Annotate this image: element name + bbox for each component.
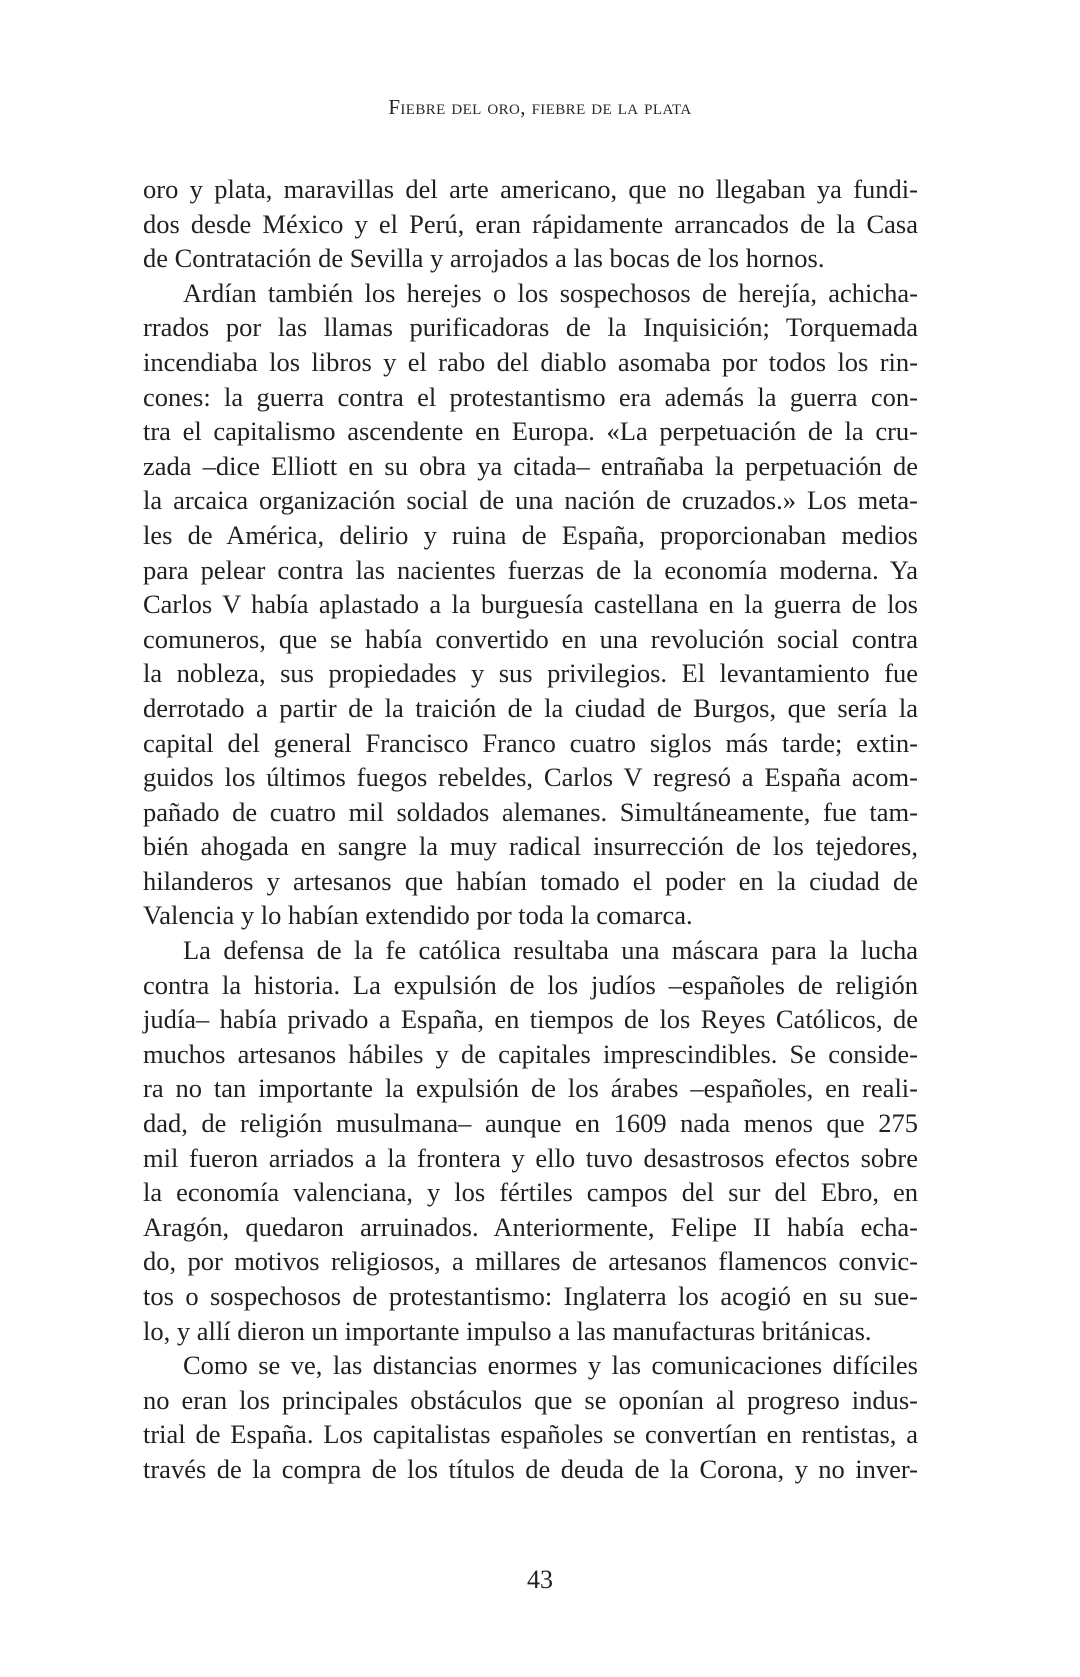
text-line: zada –dice Elliott en su obra ya citada– entrañaba la perpetuación de: [143, 450, 918, 481]
text-line: contra la historia. La expulsión de los judíos –españoles de religión: [143, 969, 918, 1000]
text-line: oro y plata, maravillas del arte americano, que no llegaban ya fundi-: [143, 174, 918, 204]
text-line: derrotado a partir de la traición de la ciudad de Burgos, que sería la: [143, 692, 918, 723]
text-line: trial de España. Los capitalistas españoles se convertían en rentistas, a: [143, 1419, 918, 1450]
text-line: bién ahogada en sangre la muy radical insurrección de los tejedores,: [143, 831, 918, 862]
text-line: través de la compra de los títulos de deuda de la Corona, y no inver-: [143, 1453, 918, 1484]
text-line: Ardían también los herejes o los sospechosos de herejía, achicha-: [183, 277, 918, 308]
paragraph: [143, 172, 918, 276]
text-line: Como se ve, las distancias enormes y las comunicaciones difíciles: [183, 1350, 918, 1381]
text-line: la arcaica organización social de una nación de cruzados.» Los meta-: [143, 485, 918, 516]
text-line: do, por motivos religiosos, a millares de artesanos flamencos convic-: [143, 1246, 918, 1277]
text-line: hilanderos y artesanos que habían tomado el poder en la ciudad de: [143, 865, 918, 896]
text-line: comuneros, que se había convertido en una revolución social contra: [143, 623, 918, 654]
text-line: para pelear contra las nacientes fuerzas de la economía moderna. Ya: [143, 554, 918, 585]
text-line: de Contratación de Sevilla y arrojados a las bocas de los hornos.: [143, 243, 825, 274]
text-line: pañado de cuatro mil soldados alemanes. Simultáneamente, fue tam-: [143, 796, 918, 827]
text-line: no eran los principales obstáculos que se oponían al progreso indus-: [143, 1384, 918, 1415]
text-line: ra no tan importante la expulsión de los árabes –españoles, en reali-: [143, 1073, 918, 1104]
running-header: Fiebre del oro, fiebre de la plata: [388, 95, 692, 119]
text-line: muchos artesanos hábiles y de capitales imprescindibles. Se conside-: [143, 1038, 918, 1069]
text-line: tra el capitalismo ascendente en Europa. «La perpetuación de la cru-: [143, 416, 918, 447]
text-line: la nobleza, sus propiedades y sus privilegios. El levantamiento fue: [143, 658, 918, 689]
text-line: Carlos V había aplastado a la burguesía castellana en la guerra de los: [143, 589, 918, 620]
paragraph: [143, 1348, 918, 1486]
text-line: Aragón, quedaron arruinados. Anteriormente, Felipe II había echa-: [143, 1211, 918, 1242]
text-line: dos desde México y el Perú, eran rápidamente arrancados de la Casa: [143, 208, 918, 239]
text-line: cones: la guerra contra el protestantismo era además la guerra con-: [143, 381, 918, 412]
text-line: rrados por las llamas purificadoras de la Inquisición; Torquemada: [143, 312, 918, 343]
body-text: [143, 172, 918, 1487]
text-line: les de América, delirio y ruina de España, proporcionaban medios: [143, 519, 918, 550]
text-line: capital del general Francisco Franco cuatro siglos más tarde; extin-: [143, 727, 918, 758]
text-line: incendiaba los libros y el rabo del diablo asomaba por todos los rin-: [143, 346, 918, 377]
text-line: dad, de religión musulmana– aunque en 1609 nada menos que 275: [143, 1108, 918, 1139]
paragraph: [143, 933, 918, 1348]
page-number: 43: [527, 1565, 553, 1594]
text-line: guidos los últimos fuegos rebeldes, Carlos V regresó a España acom-: [143, 762, 918, 793]
text-line: lo, y allí dieron un importante impulso a las manufacturas británicas.: [143, 1315, 872, 1346]
text-line: tos o sospechosos de protestantismo: Inglaterra los acogió en su sue-: [143, 1281, 918, 1311]
text-line: mil fueron arriados a la frontera y ello tuvo desastrosos efectos sobre: [143, 1142, 918, 1173]
text-line: La defensa de la fe católica resultaba una máscara para la lucha: [183, 935, 918, 966]
text-line: la economía valenciana, y los fértiles campos del sur del Ebro, en: [143, 1177, 918, 1208]
text-line: judía– había privado a España, en tiempos de los Reyes Católicos, de: [143, 1004, 918, 1035]
text-line: Valencia y lo habían extendido por toda la comarca.: [143, 900, 693, 931]
paragraph: [143, 276, 918, 933]
